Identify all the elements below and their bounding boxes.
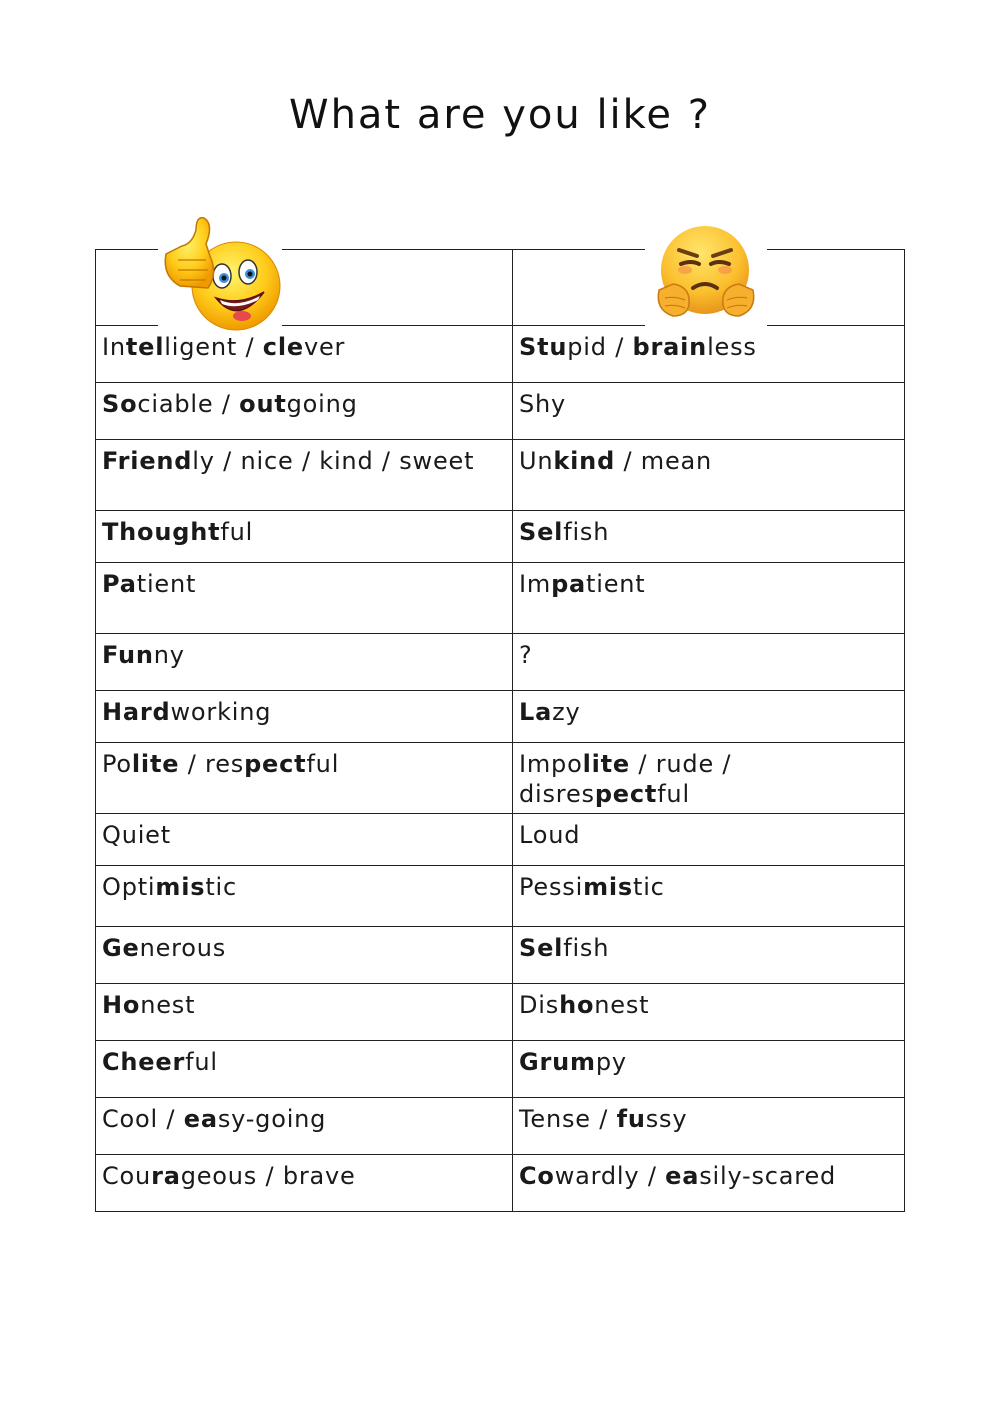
stressed-syllable: So [102,390,138,418]
adjective-text: ver [303,333,346,361]
adjective-text: fish [563,934,610,962]
stressed-syllable: Hard [102,698,171,726]
negative-adjective-cell [513,440,905,511]
stressed-syllable: pect [594,780,658,808]
adjective-text: less [707,333,757,361]
table-row [96,866,905,927]
adjective-text: ny [153,641,185,669]
adjective-text: Opti [102,873,156,901]
table-row [96,691,905,743]
positive-adjective-cell [96,984,513,1041]
adjective-text: ? [519,641,533,669]
negative-adjective-cell [513,927,905,984]
adjective-text: ful [185,1048,218,1076]
adjective-text: / rude / disres [519,750,732,808]
stressed-syllable: Grum [519,1048,596,1076]
stressed-syllable: Thought [102,518,221,546]
worksheet-title: What are you like ? [289,92,711,138]
stressed-syllable: pa [551,570,587,598]
adjective-text: tic [205,873,238,901]
positive-adjective-cell [96,927,513,984]
adjective-text: ligent / [164,333,263,361]
table-row [96,743,905,814]
adjective-text: Cool / [102,1105,184,1133]
stressed-syllable: brain [632,333,708,361]
adjective-text: Shy [519,390,567,418]
table-row [96,511,905,563]
positive-adjective-cell [96,1155,513,1212]
adjectives-table [95,249,905,1212]
adjective-text: ly / nice / kind / sweet [192,447,475,475]
positive-adjective-cell [96,440,513,511]
stressed-syllable: mis [155,873,206,901]
adjective-text: Un [519,447,554,475]
table-row [96,440,905,511]
table-row [96,984,905,1041]
adjective-text: Quiet [102,821,171,849]
adjective-text: nest [594,991,650,1019]
stressed-syllable: ea [183,1105,218,1133]
adjective-text: sily-scared [699,1162,837,1190]
positive-adjective-cell [96,743,513,814]
adjective-text: ssy [645,1105,688,1133]
adjective-text: pid / [567,333,633,361]
stressed-syllable: fu [616,1105,646,1133]
stressed-syllable: La [519,698,553,726]
adjective-text: ciable / [137,390,240,418]
adjective-text: Cou [102,1162,152,1190]
adjective-text: sy-going [217,1105,327,1133]
adjective-text: Dis [519,991,560,1019]
negative-adjective-cell [513,326,905,383]
negative-adjective-cell [513,1155,905,1212]
table-row [96,814,905,866]
stressed-syllable: Friend [102,447,193,475]
stressed-syllable: lite [582,750,630,778]
negative-adjective-cell [513,634,905,691]
adjective-text: working [170,698,272,726]
stressed-syllable: Ge [102,934,140,962]
stressed-syllable: Cheer [102,1048,186,1076]
negative-adjective-cell [513,814,905,866]
happy-thumbs-up-emoji-icon [158,214,282,332]
negative-adjective-cell [513,383,905,440]
stressed-syllable: ra [151,1162,181,1190]
stressed-syllable: Ho [102,991,141,1019]
stressed-syllable: Sel [519,518,564,546]
adjective-text: fish [563,518,610,546]
positive-adjective-cell [96,511,513,563]
positive-adjective-cell [96,563,513,634]
adjective-text: / mean [615,447,713,475]
positive-adjective-cell [96,1041,513,1098]
negative-adjective-cell [513,1098,905,1155]
adjective-text: nest [140,991,196,1019]
positive-adjective-cell [96,634,513,691]
adjective-text: tient [586,570,646,598]
adjective-text: py [595,1048,627,1076]
adjective-text: tient [136,570,197,598]
stressed-syllable: cle [262,333,304,361]
negative-adjective-cell [513,563,905,634]
table-row [96,634,905,691]
table-row [96,1041,905,1098]
adjective-text: Im [519,570,552,598]
positive-adjective-cell [96,814,513,866]
positive-adjective-cell [96,383,513,440]
stressed-syllable: Sel [519,934,564,962]
stressed-syllable: pect [244,750,307,778]
stressed-syllable: Pa [102,570,137,598]
adjective-text: Impo [519,750,583,778]
adjective-text: Pessi [519,873,584,901]
negative-adjective-cell [513,511,905,563]
stressed-syllable: mis [583,873,633,901]
adjective-text: geous / brave [180,1162,356,1190]
negative-adjective-cell [513,1041,905,1098]
adjective-text: nerous [139,934,227,962]
table-row [96,563,905,634]
adjective-text: going [286,390,358,418]
negative-adjective-cell [513,743,905,814]
adjective-text: ful [306,750,340,778]
stressed-syllable: Fun [102,641,154,669]
adjective-text: Po [102,750,132,778]
positive-adjective-cell [96,326,513,383]
negative-adjective-cell [513,691,905,743]
adjective-text: ful [657,780,690,808]
positive-adjective-cell [96,691,513,743]
table-row [96,927,905,984]
negative-adjective-cell [513,866,905,927]
positive-adjective-cell [96,1098,513,1155]
adjective-text: / res [179,750,245,778]
adjective-text: Tense / [519,1105,617,1133]
table-row [96,383,905,440]
stressed-syllable: Co [519,1162,555,1190]
adjective-text: Loud [519,821,581,849]
table-row [96,1098,905,1155]
negative-adjective-cell [513,984,905,1041]
adjective-text: ful [220,518,254,546]
adjective-text: zy [552,698,581,726]
stressed-syllable: out [239,390,287,418]
stressed-syllable: tel [125,333,165,361]
table-row [96,326,905,383]
stressed-syllable: lite [131,750,180,778]
stressed-syllable: kind [553,447,616,475]
adjective-text: tic [632,873,665,901]
positive-adjective-cell [96,866,513,927]
table-row [96,1155,905,1212]
grumpy-emoji-icon [645,212,767,330]
stressed-syllable: Stu [519,333,568,361]
stressed-syllable: ho [559,991,595,1019]
adjective-text: wardly / [554,1162,666,1190]
stressed-syllable: ea [665,1162,700,1190]
adjective-text: In [102,333,126,361]
